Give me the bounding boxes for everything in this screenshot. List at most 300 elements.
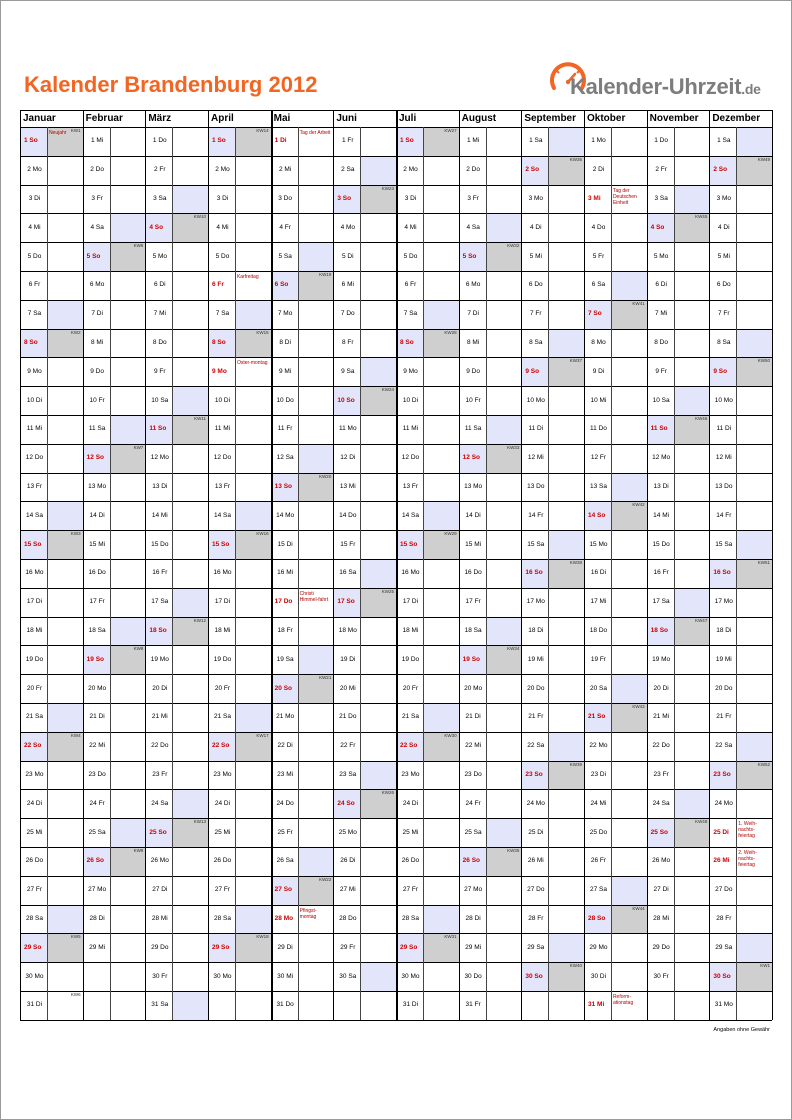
grid-split-line xyxy=(486,127,487,1020)
calendar-week-label: KW36 xyxy=(569,156,582,162)
calendar-week-label: KW11 xyxy=(194,416,206,421)
calendar-week-label: KW6 xyxy=(133,243,144,249)
day-label: 5 So xyxy=(462,252,477,260)
day-label: 10 Sa xyxy=(652,396,670,404)
day-label: 31 Sa xyxy=(151,1001,169,1009)
day-label: 6 Mi xyxy=(341,281,354,289)
grid-column-line xyxy=(333,110,334,1020)
day-label: 5 Do xyxy=(27,252,42,260)
day-label: 24 Mo xyxy=(526,799,545,807)
calendar-week-label: KW6 xyxy=(70,992,81,997)
day-label: 10 Fr xyxy=(465,396,481,404)
day-label: 24 Do xyxy=(276,799,294,807)
holiday-label: Pfingst-montag xyxy=(299,907,317,920)
day-label: 10 Di xyxy=(26,396,43,404)
day-label: 3 Sa xyxy=(654,195,668,202)
day-label: 27 Do xyxy=(527,886,545,894)
grid-split-line xyxy=(298,127,299,1020)
calendar-week-label: KW10 xyxy=(193,214,206,220)
day-label: 28 Di xyxy=(89,915,105,922)
day-label: 24 Di xyxy=(402,799,419,807)
day-label: 16 Mo xyxy=(401,569,420,577)
day-label: 15 Sa xyxy=(527,540,545,548)
day-label: 21 Do xyxy=(339,713,357,721)
day-label: 27 Mo xyxy=(464,886,483,894)
calendar-week-label: KW5 xyxy=(70,934,81,940)
day-label: 9 Do xyxy=(90,367,104,375)
calendar-week-label: KW13 xyxy=(193,819,206,825)
calendar-week-label: KW42 xyxy=(632,502,645,508)
day-label: 30 Di xyxy=(590,972,607,980)
day-label: 22 Mo xyxy=(589,742,608,750)
day-label: 17 Mi xyxy=(590,598,607,606)
day-label: 2 Mo xyxy=(215,166,230,174)
day-label: 6 Mo xyxy=(89,281,105,289)
day-label: 13 Do xyxy=(715,483,733,490)
day-label: 26 Do xyxy=(401,857,420,865)
holiday-label: 2. Weih-nachts-feiertag xyxy=(738,850,757,868)
day-label: 5 Do xyxy=(215,252,230,260)
day-label: 31 Mo xyxy=(714,1001,733,1009)
day-label: 4 Mi xyxy=(404,223,417,231)
day-label: 28 Mi xyxy=(653,915,670,922)
day-label: 28 Fr xyxy=(716,915,732,922)
holiday-label: Tag der Arbeit xyxy=(299,130,331,136)
month-header: Juli xyxy=(399,113,417,124)
day-label: 5 Sa xyxy=(278,252,292,260)
holiday-label: Karfreitag xyxy=(236,274,259,280)
day-label: 27 Fr xyxy=(402,886,419,894)
day-label: 13 Mi xyxy=(339,483,356,490)
day-label: 23 So xyxy=(713,771,731,778)
day-label: 28 Sa xyxy=(401,915,419,922)
grid-column-line xyxy=(271,110,273,1020)
day-label: 9 Mo xyxy=(212,367,227,375)
day-label: 27 Do xyxy=(715,886,733,894)
day-label: 7 Do xyxy=(340,310,355,318)
calendar-week-label: KW17 xyxy=(256,732,269,738)
day-label: 18 Do xyxy=(589,627,608,634)
day-label: 28 So xyxy=(588,915,606,922)
day-label: 7 Sa xyxy=(403,310,418,318)
calendar-week-label: KW37 xyxy=(569,358,582,364)
day-label: 19 Di xyxy=(340,655,356,663)
day-label: 31 Mi xyxy=(588,1001,605,1009)
day-label: 23 Sa xyxy=(339,771,357,778)
day-label: 20 Di xyxy=(653,684,669,692)
day-label: 9 Fr xyxy=(655,367,667,375)
day-label: 11 Mi xyxy=(26,425,43,433)
day-label: 20 Fr xyxy=(402,684,419,692)
day-label: 16 So xyxy=(525,569,543,577)
day-label: 9 Fr xyxy=(154,367,166,375)
disclaimer: Angaben ohne Gewähr xyxy=(713,1027,770,1033)
day-label: 17 Di xyxy=(402,598,419,606)
day-label: 14 Mi xyxy=(151,511,168,519)
day-label: 1 Mo xyxy=(591,137,606,145)
day-label: 9 So xyxy=(713,367,728,375)
grid-column-line xyxy=(396,110,398,1020)
page-title: Kalender Brandenburg 2012 xyxy=(24,72,318,97)
day-label: 28 Mo xyxy=(274,915,294,922)
day-label: 2 Sa xyxy=(341,166,355,174)
day-label: 1 Mi xyxy=(466,137,480,145)
day-label: 2 So xyxy=(525,166,540,174)
grid-column-line xyxy=(83,110,84,1020)
day-label: 13 So xyxy=(274,483,292,490)
day-label: 11 Di xyxy=(716,425,732,433)
day-label: 2 Mo xyxy=(403,166,418,174)
day-label: 8 Do xyxy=(654,339,668,346)
day-label: 19 Mi xyxy=(527,655,544,663)
day-label: 29 Mi xyxy=(465,943,482,951)
day-label: 8 Mi xyxy=(466,339,480,346)
day-label: 6 Sa xyxy=(591,281,606,289)
logo-name: Kalender-Uhrzeit xyxy=(570,74,742,99)
day-label: 30 Mi xyxy=(277,972,294,980)
day-label: 13 Fr xyxy=(26,483,43,490)
day-label: 23 Do xyxy=(88,771,106,778)
day-label: 18 Mi xyxy=(214,627,231,634)
day-label: 17 Sa xyxy=(652,598,670,606)
calendar-week-label: KW15 xyxy=(256,329,269,335)
day-label: 6 Fr xyxy=(212,281,224,289)
day-label: 29 Do xyxy=(151,943,169,951)
day-label: 20 Fr xyxy=(214,684,231,692)
day-label: 21 Mo xyxy=(276,713,295,721)
day-label: 21 Fr xyxy=(528,713,544,721)
day-label: 18 Sa xyxy=(88,627,106,634)
day-label: 16 Fr xyxy=(653,569,669,577)
day-label: 17 Fr xyxy=(89,598,105,606)
day-label: 26 Mi xyxy=(713,857,730,865)
day-label: 31 Di xyxy=(402,1001,419,1009)
day-label: 15 So xyxy=(212,540,230,548)
day-label: 4 Mi xyxy=(216,223,229,231)
day-label: 7 Di xyxy=(91,310,103,318)
calendar-week-label: KW35 xyxy=(507,848,520,853)
day-label: 14 So xyxy=(588,511,606,519)
day-label: 25 So xyxy=(650,828,668,836)
calendar-week-label: KW31 xyxy=(444,934,457,940)
day-label: 9 Mi xyxy=(278,367,292,375)
day-label: 26 Mo xyxy=(652,857,671,865)
calendar-week-label: KW30 xyxy=(444,732,457,738)
holiday-label: Oster-montag xyxy=(236,360,268,367)
day-label: 24 Sa xyxy=(151,799,169,807)
day-label: 4 Do xyxy=(591,223,606,231)
day-label: 10 So xyxy=(337,396,355,404)
day-label: 15 Mo xyxy=(589,540,608,548)
calendar-grid xyxy=(20,110,772,1024)
month-header: September xyxy=(524,113,577,124)
day-label: 12 Mi xyxy=(527,454,544,462)
calendar-week-label: KW14 xyxy=(256,128,269,133)
day-label: 18 Di xyxy=(528,627,544,634)
calendar-week-label: KW12 xyxy=(193,617,206,623)
calendar-week-label: KW7 xyxy=(133,444,144,450)
day-label: 2 Di xyxy=(592,166,605,174)
day-label: 29 Mi xyxy=(89,943,106,951)
grid-split-line xyxy=(736,127,737,1020)
day-label: 26 Fr xyxy=(590,857,607,865)
calendar-week-label: KW22 xyxy=(319,876,332,882)
day-label: 6 Do xyxy=(716,281,731,289)
grid-column-line xyxy=(20,110,21,1020)
calendar-week-label: KW39 xyxy=(569,761,582,767)
day-label: 1 Do xyxy=(654,137,668,145)
day-label: 6 Do xyxy=(528,281,543,289)
day-label: 8 Fr xyxy=(342,339,354,346)
day-label: 24 Fr xyxy=(89,799,105,807)
day-label: 3 Mo xyxy=(716,195,732,202)
logo-tld: .de xyxy=(741,81,761,97)
day-label: 16 Di xyxy=(590,569,607,577)
calendar-week-label: KW51 xyxy=(757,560,770,565)
day-label: 19 Mo xyxy=(652,655,671,663)
day-label: 13 Mo xyxy=(88,483,107,490)
brand-logo[interactable] xyxy=(548,60,768,108)
day-label: 23 Di xyxy=(590,771,607,778)
day-label: 3 Di xyxy=(28,195,41,202)
calendar-week-label: KW29 xyxy=(444,531,457,537)
day-label: 24 Sa xyxy=(652,799,670,807)
calendar-week-label: KW38 xyxy=(569,560,582,565)
day-label: 26 Do xyxy=(25,857,44,865)
day-label: 12 So xyxy=(86,454,104,462)
day-label: 22 So xyxy=(212,742,230,750)
day-label: 2 So xyxy=(713,166,728,174)
day-label: 10 Di xyxy=(214,396,231,404)
day-label: 6 Mo xyxy=(465,281,481,289)
day-label: 28 Fr xyxy=(528,915,544,922)
day-label: 30 Sa xyxy=(339,972,357,980)
day-label: 8 Do xyxy=(152,339,167,346)
day-label: 6 Di xyxy=(154,281,166,289)
day-label: 23 So xyxy=(525,771,543,778)
grid-column-line xyxy=(459,110,460,1020)
day-label: 4 So xyxy=(149,223,164,231)
day-label: 20 Mo xyxy=(88,684,107,692)
day-label: 25 Fr xyxy=(277,828,293,836)
day-label: 16 Fr xyxy=(152,569,168,577)
calendar-week-label: KW20 xyxy=(319,473,332,479)
calendar-week-label: KW1 xyxy=(70,128,81,133)
grid-split-line xyxy=(172,127,173,1020)
day-label: 12 Mo xyxy=(150,454,169,462)
day-label: 23 Fr xyxy=(152,771,168,778)
day-label: 4 Sa xyxy=(90,223,104,231)
day-label: 7 Sa xyxy=(215,310,230,318)
day-label: 15 Sa xyxy=(715,540,733,548)
calendar-week-label: KW28 xyxy=(444,329,457,335)
day-label: 15 So xyxy=(24,540,42,548)
day-label: 24 Fr xyxy=(465,799,481,807)
day-label: 21 Di xyxy=(89,713,105,721)
day-label: 8 So xyxy=(400,339,414,346)
grid-column-line xyxy=(647,110,648,1020)
day-label: 3 So xyxy=(337,195,352,202)
day-label: 15 Do xyxy=(652,540,670,548)
day-label: 12 Do xyxy=(25,454,44,462)
day-label: 5 Mo xyxy=(152,252,168,260)
day-label: 5 Mi xyxy=(717,252,730,260)
day-label: 10 Fr xyxy=(89,396,105,404)
day-label: 13 Sa xyxy=(589,483,607,490)
month-header: Oktober xyxy=(587,113,626,124)
day-label: 2 Do xyxy=(90,166,104,174)
day-label: 14 Do xyxy=(339,511,357,519)
day-label: 5 So xyxy=(86,252,101,260)
day-label: 25 Mo xyxy=(338,828,357,836)
day-label: 19 Do xyxy=(25,655,44,663)
day-label: 26 Sa xyxy=(276,857,294,865)
day-label: 4 Mi xyxy=(28,223,41,231)
day-label: 22 So xyxy=(24,742,42,750)
day-label: 28 Sa xyxy=(25,915,43,922)
day-label: 18 Fr xyxy=(277,627,293,634)
day-label: 17 Do xyxy=(274,598,293,606)
day-label: 3 Fr xyxy=(91,195,103,202)
month-header: Juni xyxy=(336,113,357,124)
day-label: 29 Di xyxy=(277,943,293,951)
month-header: Dezember xyxy=(712,113,761,124)
day-label: 10 Mo xyxy=(714,396,733,404)
day-label: 21 Mi xyxy=(653,713,670,721)
day-label: 17 Mo xyxy=(714,598,733,606)
day-label: 18 So xyxy=(650,627,668,634)
day-label: 8 Mi xyxy=(90,339,104,346)
day-label: 1 Do xyxy=(152,137,167,145)
month-header: April xyxy=(211,113,234,124)
day-label: 20 So xyxy=(274,684,292,692)
calendar-week-label: KW49 xyxy=(757,156,770,162)
day-label: 1 Sa xyxy=(717,137,731,145)
grid-column-line xyxy=(145,110,146,1020)
day-label: 9 Mo xyxy=(403,367,418,375)
day-label: 13 Do xyxy=(527,483,545,490)
day-label: 26 Mi xyxy=(527,857,544,865)
day-label: 17 Di xyxy=(214,598,231,606)
day-label: 20 Sa xyxy=(589,684,607,692)
day-label: 5 Do xyxy=(403,252,418,260)
day-label: 4 Sa xyxy=(466,223,480,231)
day-label: 12 Sa xyxy=(276,454,294,462)
grid-split-line xyxy=(110,127,111,1020)
day-label: 22 Sa xyxy=(715,742,733,750)
day-label: 15 Do xyxy=(151,540,169,548)
day-label: 12 Mo xyxy=(652,454,671,462)
month-header: August xyxy=(461,113,497,124)
day-label: 1 Mi xyxy=(90,137,104,145)
day-label: 8 So xyxy=(212,339,226,346)
day-label: 21 Fr xyxy=(716,713,732,721)
holiday-label: Christi Himmel-fahrt xyxy=(299,590,329,603)
day-label: 10 Sa xyxy=(151,396,169,404)
day-label: 12 So xyxy=(462,454,480,462)
day-label: 18 Sa xyxy=(464,627,482,634)
day-label: 5 Mi xyxy=(529,252,542,260)
calendar-week-label: KW48 xyxy=(695,819,708,825)
calendar-week-label: KW21 xyxy=(319,675,332,681)
day-label: 5 Mo xyxy=(653,252,669,260)
day-label: 16 Mo xyxy=(213,569,232,577)
grid-split-line xyxy=(423,127,424,1020)
day-label: 23 Mo xyxy=(25,771,44,778)
holiday-label: Neujahr xyxy=(48,130,67,136)
day-label: 4 Mo xyxy=(340,223,356,231)
day-label: 8 Mo xyxy=(591,339,606,346)
day-label: 26 Mo xyxy=(150,857,169,865)
calendar-week-label: KW18 xyxy=(256,934,269,940)
day-label: 13 Fr xyxy=(402,483,419,490)
day-label: 19 Do xyxy=(401,655,420,663)
day-label: 17 Fr xyxy=(465,598,481,606)
calendar-week-label: KW44 xyxy=(632,905,645,911)
day-label: 21 Sa xyxy=(401,713,419,721)
day-label: 25 So xyxy=(149,828,167,836)
day-label: 11 Di xyxy=(528,425,544,433)
day-label: 23 Mi xyxy=(277,771,294,778)
day-label: 21 Di xyxy=(465,713,481,721)
day-label: 25 Mi xyxy=(402,828,419,836)
day-label: 18 Di xyxy=(716,627,732,634)
month-header: Januar xyxy=(23,113,56,124)
holiday-label: 1. Weih-nachts-feiertag xyxy=(738,821,757,840)
day-label: 20 Di xyxy=(152,684,168,692)
day-label: 9 Mo xyxy=(27,367,42,375)
day-label: 17 Di xyxy=(26,598,43,606)
day-label: 22 Sa xyxy=(527,742,545,750)
day-label: 6 Fr xyxy=(28,281,41,289)
grid-column-line xyxy=(584,110,585,1020)
day-label: 7 Mi xyxy=(654,310,668,318)
day-label: 1 Sa xyxy=(529,137,543,145)
day-label: 26 So xyxy=(462,857,480,865)
day-label: 1 So xyxy=(400,137,414,145)
day-label: 11 So xyxy=(149,425,167,433)
calendar-week-label: KW50 xyxy=(757,358,770,364)
day-label: 7 Di xyxy=(467,310,479,318)
grid-split-line xyxy=(548,127,549,1020)
day-label: 21 Sa xyxy=(25,713,43,721)
day-label: 19 So xyxy=(462,655,480,663)
day-label: 20 Mo xyxy=(464,684,483,692)
day-label: 4 Di xyxy=(530,223,542,231)
day-label: 28 Di xyxy=(465,915,481,922)
day-label: 25 Sa xyxy=(88,828,106,836)
day-label: 3 Do xyxy=(278,195,292,202)
day-label: 23 Do xyxy=(464,771,482,778)
day-label: 24 Di xyxy=(26,799,43,807)
day-label: 30 Do xyxy=(464,972,482,980)
day-label: 22 Mi xyxy=(465,742,482,750)
day-label: 11 Mi xyxy=(402,425,419,433)
day-label: 14 Di xyxy=(89,511,105,519)
day-label: 7 So xyxy=(588,310,602,318)
day-label: 24 So xyxy=(337,799,355,807)
calendar-week-label: KW25 xyxy=(381,588,394,594)
day-label: 19 Fr xyxy=(590,655,607,663)
day-label: 1 Fr xyxy=(342,137,354,145)
day-label: 27 Mo xyxy=(88,886,107,894)
grid-column-line xyxy=(208,110,209,1020)
day-label: 2 Mo xyxy=(27,166,42,174)
day-label: 23 Mo xyxy=(213,771,232,778)
day-label: 8 So xyxy=(24,339,38,346)
day-label: 2 Do xyxy=(466,166,480,174)
day-label: 31 Di xyxy=(26,1001,43,1009)
